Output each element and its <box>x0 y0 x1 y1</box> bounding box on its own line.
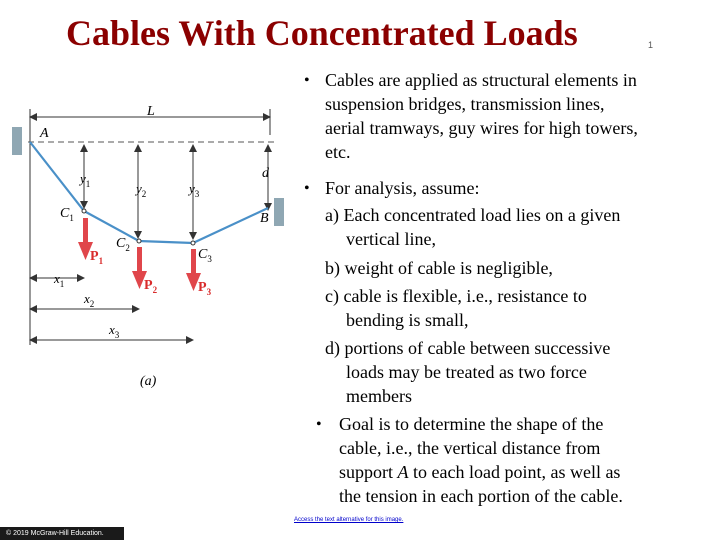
bullet3-text-b: to each load point, as well as <box>408 462 621 482</box>
label-c2: C <box>116 236 126 251</box>
label-y2-sub: 2 <box>141 189 147 199</box>
sub-d-line2: loads may be treated as two force <box>346 362 587 382</box>
bullet3-line4: the tension in each portion of the cable. <box>339 486 623 506</box>
svg-text:x3 <box>108 322 120 340</box>
sub-c-line1: c) cable is flexible, i.e., resistance to <box>325 286 587 306</box>
bullet3-text-a: support <box>339 462 398 482</box>
label-p2: P <box>144 278 153 293</box>
svg-text:C2 <box>116 236 130 253</box>
bullet3-support-a: A <box>397 462 409 482</box>
cable-figure <box>0 95 300 395</box>
bullet2-line1: For analysis, assume: <box>325 178 480 198</box>
label-x2-sub: 2 <box>89 299 95 309</box>
svg-text:C1 <box>60 206 74 223</box>
svg-text:P1 <box>90 249 104 266</box>
sub-b-line1: b) weight of cable is negligible, <box>325 258 553 278</box>
bullet-dot: • <box>304 180 310 197</box>
bullet1-line4: etc. <box>325 142 351 162</box>
label-x2: x <box>84 291 90 306</box>
label-y3: y <box>189 181 195 196</box>
label-c1: C <box>60 206 70 221</box>
label-y2: y <box>136 181 142 196</box>
label-l: L <box>147 104 155 119</box>
svg-text:y2 <box>134 181 146 199</box>
label-p1-sub: 1 <box>98 256 104 266</box>
sub-a-line1: a) Each concentrated load lies on a given <box>325 205 621 225</box>
svg-text:C3 <box>198 247 212 264</box>
svg-text:P3 <box>198 280 212 297</box>
bullet3-line1: Goal is to determine the shape of the <box>339 414 604 434</box>
label-y1: y <box>80 171 86 186</box>
svg-text:P2 <box>144 278 158 295</box>
label-p2-sub: 2 <box>152 285 158 295</box>
label-b: B <box>260 211 269 226</box>
sub-c-line2: bending is small, <box>346 310 469 330</box>
sub-d-line1: d) portions of cable between successive <box>325 338 611 358</box>
label-y3-sub: 3 <box>194 189 200 199</box>
slide-number: 1 <box>648 40 654 50</box>
point-c2 <box>137 239 141 243</box>
bullet1-line2: suspension bridges, transmission lines, <box>325 94 605 114</box>
label-c3: C <box>198 247 208 262</box>
sub-d-line3: members <box>346 386 412 406</box>
slide-title: Cables With Concentrated Loads <box>66 13 578 53</box>
label-p3: P <box>198 280 207 295</box>
bullet3-line3 <box>339 460 620 484</box>
label-x1: x <box>54 271 60 286</box>
label-x3: x <box>109 322 115 337</box>
bullet-dot: • <box>304 72 310 89</box>
bullet-dot: • <box>316 416 322 433</box>
label-x3-sub: 3 <box>114 330 120 340</box>
support-a <box>12 127 22 155</box>
label-a: A <box>40 126 49 141</box>
label-x1-sub: 1 <box>59 279 65 289</box>
point-c3 <box>191 241 195 245</box>
figure-caption: (a) <box>140 374 157 389</box>
bullet1-line1: Cables are applied as structural elements in <box>325 70 637 90</box>
svg-text:x1 <box>53 271 64 289</box>
label-p1: P <box>90 249 99 264</box>
label-y1-sub: 1 <box>85 179 91 189</box>
text-alternative-link[interactable]: Access the text alternative for this image. <box>294 517 404 523</box>
sub-a-line2: vertical line, <box>346 229 436 249</box>
bullet1-line3: aerial tramways, guy wires for high towers, <box>325 118 638 138</box>
bullet3-line2: cable, i.e., the vertical distance from <box>339 438 601 458</box>
cable <box>30 142 268 243</box>
label-c2-sub: 2 <box>125 243 130 253</box>
support-b <box>274 198 284 226</box>
point-c1 <box>82 209 86 213</box>
copyright-footer: © 2019 McGraw-Hill Education. <box>0 527 124 540</box>
label-d: d <box>262 166 269 181</box>
label-c1-sub: 1 <box>69 213 74 223</box>
label-p3-sub: 3 <box>206 287 212 297</box>
svg-text:x2 <box>83 291 94 309</box>
label-c3-sub: 3 <box>207 254 212 264</box>
